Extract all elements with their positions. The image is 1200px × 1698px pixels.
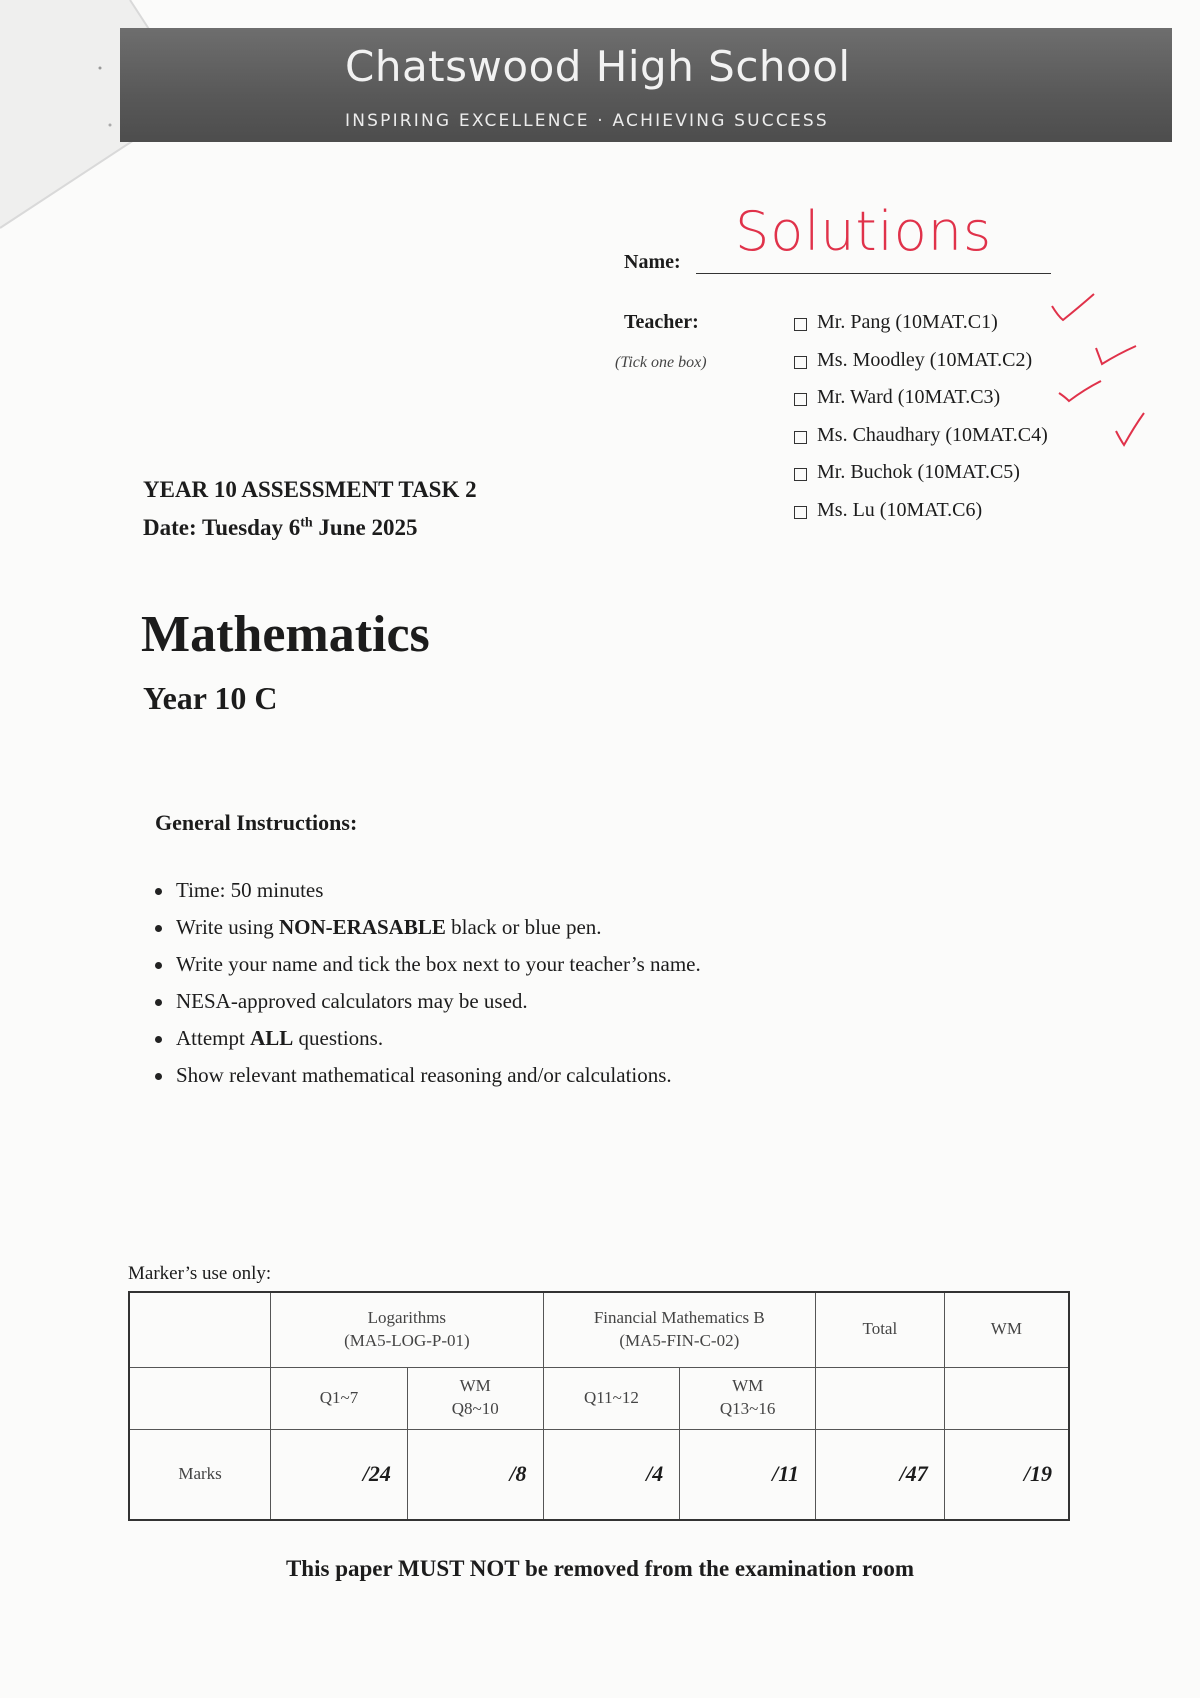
teacher-option[interactable] [792, 424, 1048, 462]
list-item: Attempt ALL questions. [155, 1026, 701, 1063]
task-date: Date: Tuesday 6th June 2025 [143, 515, 418, 540]
bullet-icon [155, 962, 162, 969]
mark-cell: /8 [407, 1429, 543, 1520]
checkbox-icon[interactable] [794, 468, 807, 481]
school-name: Chatswood High School [345, 42, 851, 91]
marker-table-caption: Marker’s use only: [128, 1263, 272, 1284]
teacher-options [792, 311, 1048, 536]
table-header-cell: Total [816, 1292, 945, 1367]
instructions-heading: General Instructions: [155, 810, 358, 835]
table-header-cell: Logarithms (MA5-LOG-P-01) [271, 1292, 543, 1367]
name-label: Name: [624, 251, 681, 273]
footer-notice: This paper MUST NOT be removed from the examination room [285, 1556, 915, 1581]
bullet-icon [155, 1036, 162, 1043]
table-header-cell: WM [944, 1292, 1069, 1367]
name-field-line [696, 273, 1051, 274]
task-title: YEAR 10 ASSESSMENT TASK 2 [143, 477, 477, 502]
table-row-label: Marks [129, 1429, 271, 1520]
list-item: Write your name and tick the box next to your teacher’s name. [155, 952, 701, 989]
table-header-cell: Q11~12 [543, 1367, 680, 1429]
list-item: Write using NON-ERASABLE black or blue pen. [155, 915, 701, 952]
list-item: Time: 50 minutes [155, 878, 701, 915]
table-header-cell: Q1~7 [271, 1367, 408, 1429]
table-cell [129, 1292, 271, 1367]
tick-mark-icon [1092, 342, 1140, 372]
table-header-cell: Financial Mathematics B (MA5-FIN-C-02) [543, 1292, 815, 1367]
checkbox-icon[interactable] [794, 506, 807, 519]
course-name: Year 10 C [143, 680, 278, 716]
bullet-icon [155, 1073, 162, 1080]
table-cell [129, 1367, 271, 1429]
table-row [129, 1429, 1069, 1520]
teacher-note: (Tick one box) [615, 354, 707, 371]
table-cell [944, 1367, 1069, 1429]
tick-mark-icon [1112, 409, 1148, 449]
teacher-option-label: Mr. Pang (10MAT.C1) [817, 311, 998, 333]
table-row [129, 1292, 1069, 1367]
teacher-option[interactable] [792, 461, 1048, 499]
school-motto: INSPIRING EXCELLENCE · ACHIEVING SUCCESS [345, 111, 829, 131]
mark-cell: /11 [680, 1429, 816, 1520]
checkbox-icon[interactable] [794, 318, 807, 331]
checkbox-icon[interactable] [794, 356, 807, 369]
teacher-option-label: Ms. Chaudhary (10MAT.C4) [817, 423, 1048, 446]
table-header-cell: WM Q8~10 [407, 1367, 543, 1429]
list-item: NESA-approved calculators may be used. [155, 989, 701, 1026]
teacher-option[interactable] [792, 349, 1048, 387]
teacher-option-label: Ms. Lu (10MAT.C6) [817, 498, 983, 521]
tick-mark-icon [1055, 377, 1105, 405]
mark-cell: /19 [944, 1429, 1069, 1520]
mark-cell: /4 [543, 1429, 680, 1520]
subject-title: Mathematics [141, 606, 430, 663]
mark-cell: /24 [271, 1429, 408, 1520]
teacher-option[interactable] [792, 499, 1048, 537]
table-row [129, 1367, 1069, 1429]
mark-cell: /47 [816, 1429, 945, 1520]
tick-mark-icon [1048, 290, 1098, 326]
marker-table [128, 1291, 1070, 1521]
teacher-label: Teacher: [624, 311, 699, 333]
teacher-option[interactable] [792, 311, 1048, 349]
bullet-icon [155, 888, 162, 895]
checkbox-icon[interactable] [794, 393, 807, 406]
bullet-icon [155, 925, 162, 932]
list-item: Show relevant mathematical reasoning and/or calculations. [155, 1063, 701, 1100]
checkbox-icon[interactable] [794, 431, 807, 444]
table-cell [816, 1367, 945, 1429]
instructions-list [155, 878, 701, 1100]
teacher-option-label: Ms. Moodley (10MAT.C2) [817, 348, 1033, 371]
teacher-option-label: Mr. Ward (10MAT.C3) [817, 386, 1001, 408]
teacher-option[interactable] [792, 386, 1048, 424]
name-handwritten-value: Solutions [735, 200, 993, 263]
table-header-cell: WM Q13~16 [680, 1367, 816, 1429]
teacher-option-label: Mr. Buchok (10MAT.C5) [817, 461, 1020, 483]
bullet-icon [155, 999, 162, 1006]
